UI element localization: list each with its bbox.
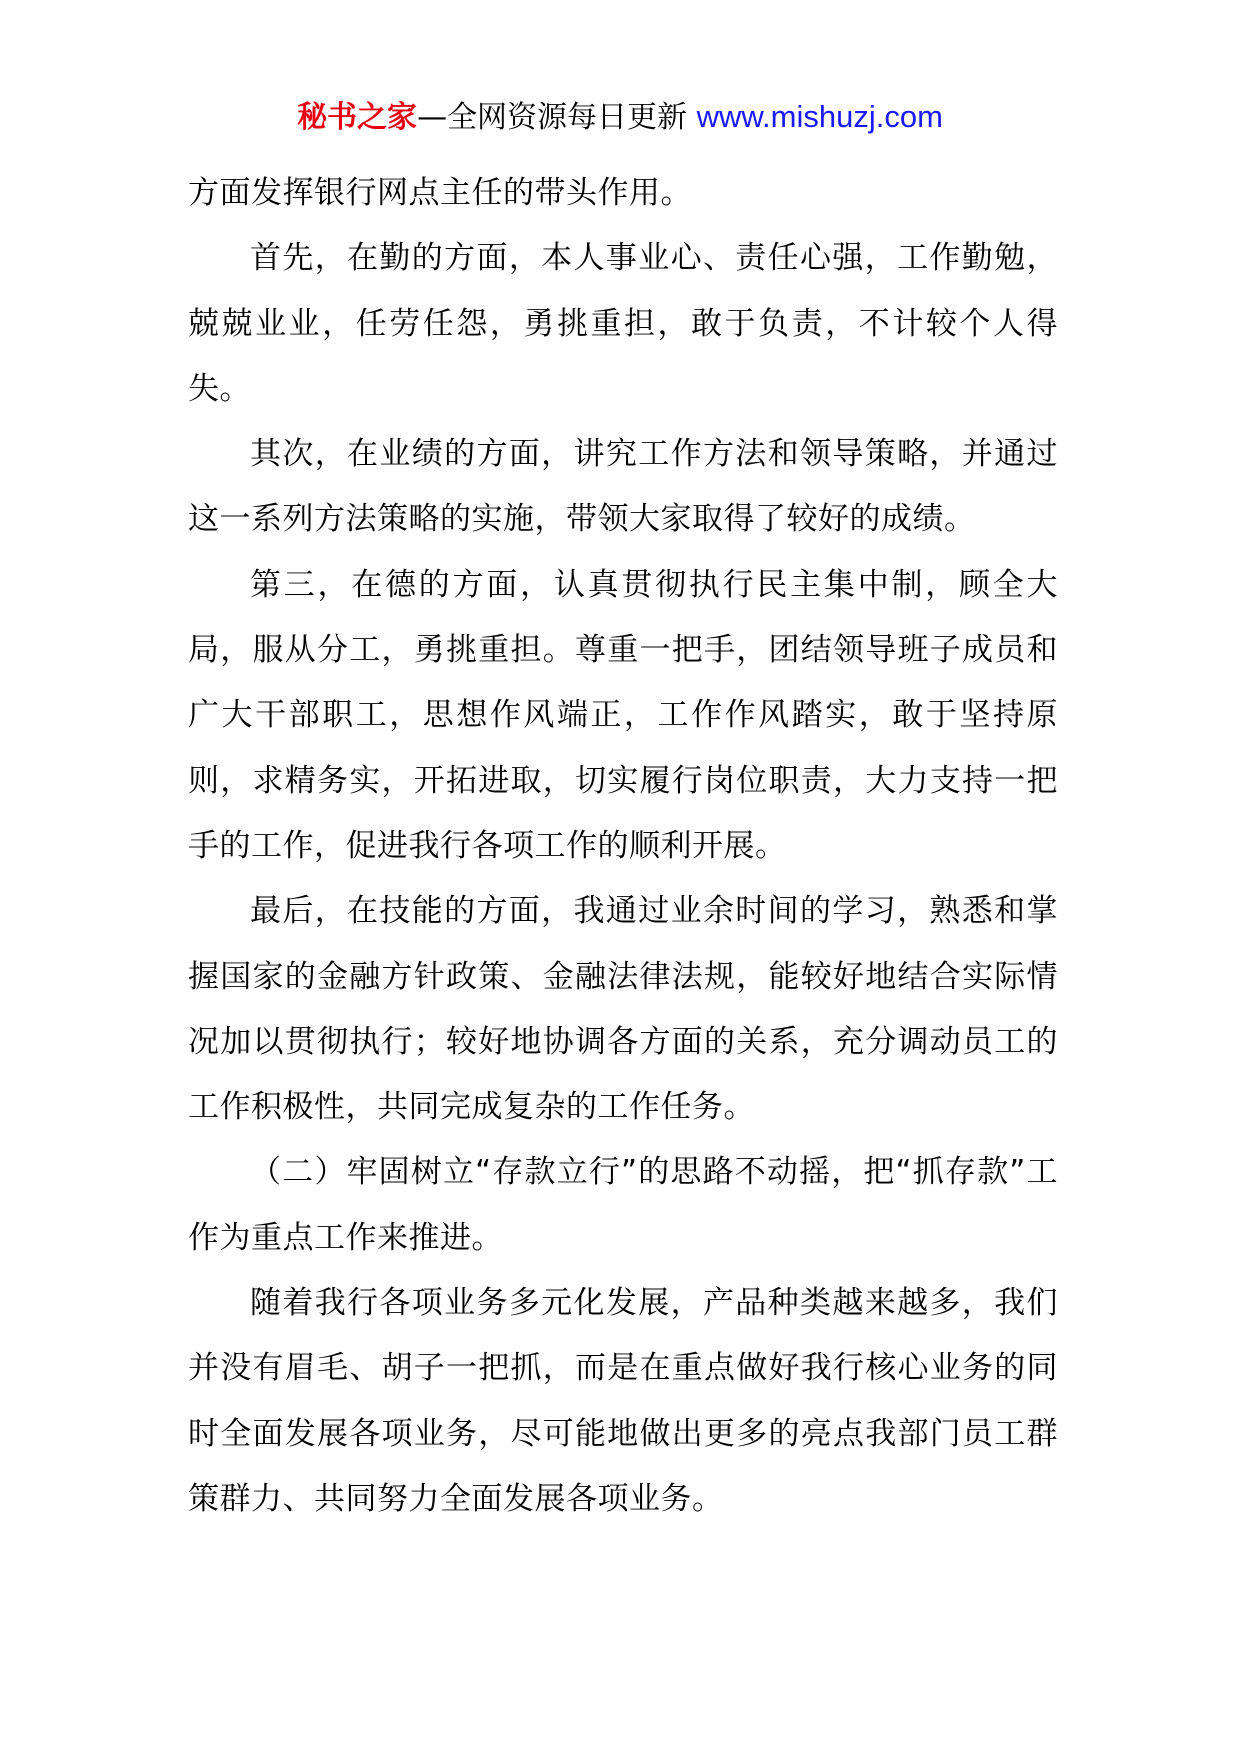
site-tagline: —全网资源每日更新 — [417, 100, 688, 135]
paragraph-skills: 最后，在技能的方面，我通过业余时间的学习，熟悉和掌握国家的金融方针政策、金融法律法规，能较好地结合实际情况加以贯彻执行；较好地协调各方面的关系，充分调动员工的工作积极性，共同完成复杂的工作任务。 — [188, 893, 1058, 1126]
paragraph-diversification: 随着我行各项业务多元化发展，产品种类越来越多，我们并没有眉毛、胡子一把抓，而是在重点做好我行核心业务的同时全面发展各项业务，尽可能地做出更多的亮点我部门员工群策群力、共同努力全面发展各项业务。 — [188, 1285, 1058, 1517]
paragraph-performance: 其次，在业绩的方面，讲究工作方法和领导策略，并通过这一系列方法策略的实施，带领大家取得了较好的成绩。 — [188, 436, 1058, 538]
section-heading-deposits: （二）牢固树立“存款立行”的思路不动摇，把“抓存款”工作为重点工作来推进。 — [188, 1154, 1058, 1256]
site-brand: 秘书之家 — [297, 100, 418, 135]
paragraph-continuation: 方面发挥银行网点主任的带头作用。 — [188, 175, 692, 211]
paragraph-morality: 第三，在德的方面，认真贯彻执行民主集中制，顾全大局，服从分工，勇挑重担。尊重一把手，团结领导班子成员和广大干部职工，思想作风端正，工作作风踏实，敢于坚持原则，求精务实，开拓进取，切实履行岗位职责，大力支持一把手的工作，促进我行各项工作的顺利开展。 — [188, 566, 1058, 864]
document-body — [188, 161, 1058, 1532]
paragraph-diligence: 首先，在勤的方面，本人事业心、责任心强，工作勤勉，兢兢业业，任劳任怨，勇挑重担，敢于负责，不计较个人得失。 — [188, 240, 1058, 407]
site-url-link[interactable]: www.mishuzj.com — [696, 99, 943, 134]
site-header — [0, 97, 1240, 138]
